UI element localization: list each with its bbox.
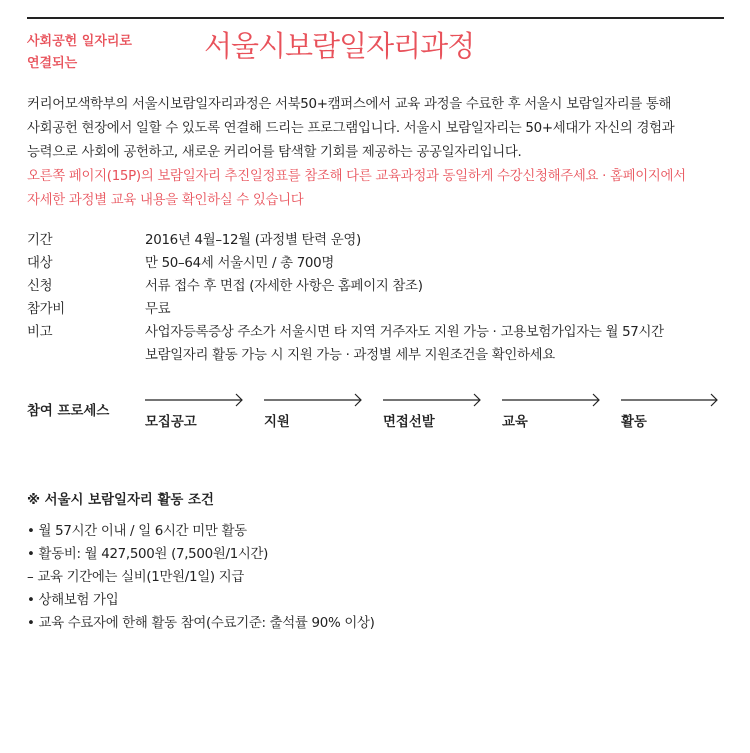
process-step-1 [145, 393, 245, 430]
eyebrow [27, 31, 187, 75]
eyebrow-line-2: 연결되는 [27, 56, 78, 71]
info-value-line: 보람일자리 활동 가능 시 지원 가능 · 과정별 세부 지원조건을 확인하세요 [145, 348, 555, 363]
process-step-4 [502, 393, 602, 430]
intro-paragraph [27, 93, 727, 213]
arrow-right-icon [502, 393, 602, 407]
process-step-label: 교육 [502, 415, 528, 430]
condition-item: • 활동비: 월 427,500원 (7,500원/1시간) [27, 547, 269, 562]
eyebrow-line-1: 사회공헌 일자리로 [27, 34, 132, 49]
intro-accent-line: 오른쪽 페이지(15P)의 보람일자리 추진일정표를 참조해 다른 교육과정과 동일하게 수강신청해주세요 · 홈페이지에서 [27, 169, 686, 184]
process-step-label: 면접선발 [383, 415, 435, 430]
process-step-3 [383, 393, 483, 430]
condition-item: • 월 57시간 이내 / 일 6시간 미만 활동 [27, 524, 247, 539]
process-step-label: 활동 [621, 415, 647, 430]
intro-accent-line: 자세한 과정별 교육 내용을 확인하실 수 있습니다 [27, 193, 304, 208]
condition-item: • 교육 수료자에 한해 활동 참여(수료기준: 출석률 90% 이상) [27, 616, 375, 631]
info-table [27, 229, 727, 367]
info-label: 참가비 [27, 302, 65, 317]
conditions-title: ※ 서울시 보람일자리 활동 조건 [27, 493, 214, 508]
intro-line: 능력으로 사회에 공헌하고, 새로운 커리어를 탐색할 기회를 제공하는 공공일자리입니다. [27, 145, 522, 160]
process-label: 참여 프로세스 [27, 404, 110, 419]
info-value [145, 321, 727, 367]
info-row-note [27, 321, 727, 367]
info-row-fee [27, 298, 727, 321]
process-step-label: 지원 [264, 415, 290, 430]
arrow-right-icon [264, 393, 364, 407]
top-rule [27, 17, 724, 19]
condition-item: – 교육 기간에는 실비(1만원/1일) 지급 [27, 570, 244, 585]
info-value: 만 50–64세 서울시민 / 총 700명 [145, 256, 335, 271]
info-label: 신청 [27, 279, 53, 294]
condition-item: • 상해보험 가입 [27, 593, 119, 608]
arrow-right-icon [145, 393, 245, 407]
process-step-2 [264, 393, 364, 430]
info-label: 대상 [27, 256, 53, 271]
intro-line: 커리어모색학부의 서울시보람일자리과정은 서북50+캠퍼스에서 교육 과정을 수료한 후 서울시 보람일자리를 통해 [27, 97, 672, 112]
info-row-target [27, 252, 727, 275]
info-value: 2016년 4월–12월 (과정별 탄력 운영) [145, 233, 361, 248]
info-value: 서류 접수 후 면접 (자세한 사항은 홈페이지 참조) [145, 279, 423, 294]
info-row-period [27, 229, 727, 252]
process-step-label: 모집공고 [145, 415, 197, 430]
page-title: 서울시보람일자리과정 [204, 29, 475, 63]
info-value: 무료 [145, 302, 171, 317]
info-label: 비고 [27, 325, 53, 340]
conditions-list [27, 520, 375, 635]
arrow-right-icon [621, 393, 721, 407]
arrow-right-icon [383, 393, 483, 407]
info-label: 기간 [27, 233, 53, 248]
intro-line: 사회공헌 현장에서 일할 수 있도록 연결해 드리는 프로그램입니다. 서울시 보람일자리는 50+세대가 자신의 경험과 [27, 121, 675, 136]
info-row-apply [27, 275, 727, 298]
info-value-line: 사업자등록증상 주소가 서울시면 타 지역 거주자도 지원 가능 · 고용보험가입자는 월 57시간 [145, 325, 664, 340]
process-step-5 [621, 393, 721, 430]
